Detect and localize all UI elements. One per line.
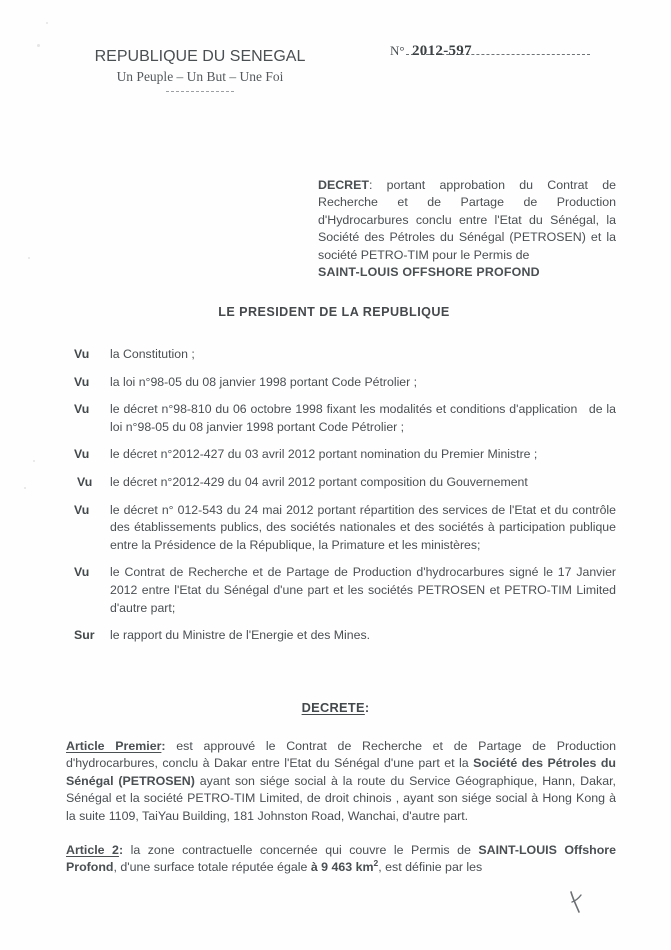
decree-label: DECRET [318,178,369,192]
article-bold-area: à 9 463 km [310,860,374,875]
consideration-key: Vu [74,374,90,389]
article-text-part2: ayant son siége social à la route du Service Géographique, Hann, Dakar, Sénégal et la société PETRO-TIM Limited, de droit chinois , ayant son siége social à Hong Kong à la suite 1109, TaiYau Building, 181 Johnston Road, Wanchai, d'autre part. [66,773,616,823]
consideration-key: Vu [77,474,93,489]
consideration-text: le rapport du Ministre de l'Energie et des Mines. [110,628,371,643]
consideration-row [66,474,616,492]
president-title-text: LE PRESIDENT DE LA REPUBLIQUE [218,305,450,319]
article-text-part1: la zone contractuelle concernée qui couvre le Permis de [123,843,479,858]
article-colon: : [161,739,166,753]
article-text-part1: est approuvé le Contrat de Recherche et de Partage de Production d'hydrocarbures, conclu à Dakar entre l'Etat du Sénégal d'une part et la [66,739,617,771]
considerations-list [66,346,620,655]
consideration-text: le décret n°2012-427 du 03 avril 2012 portant nomination du Premier Ministre ; [110,447,538,462]
decree-heading-block [318,177,616,281]
article-2 [66,842,616,877]
decrete-label: DECRETE [301,700,365,715]
articles-section [66,738,616,894]
scan-speck [46,22,48,24]
consideration-row [66,502,620,555]
article-text-part3: , est définie par les [378,860,483,875]
initial-glyph-icon [568,890,594,920]
consideration-key: Vu [74,347,90,361]
consideration-row [66,346,616,364]
consideration-text: la Constitution ; [110,347,195,361]
consideration-key: Sur [74,628,95,643]
president-title [0,305,671,319]
consideration-key: Vu [74,402,90,417]
national-motto: Un Peuple – Un But – Une Foi [116,69,284,84]
decree-heading-body: : portant approbation du Contrat de Recherche et de Partage de Production d'Hydrocarbures conclu entre l'Etat du Sénégal, la Société des Pétroles du Sénégal (PETROSEN) et la société PETRO-TIM pour le Permis de [318,178,616,262]
consideration-text: le Contrat de Recherche et de Partage de Production d'hydrocarbures signé le 17 Janvier 2012 entre l'Etat du Sénégal d'une part et les sociétés PETROSEN et PETRO-TIM Limited d'autre part; [110,565,620,615]
article-label: Article Premier [66,739,162,753]
decree-number-block [390,44,590,58]
masthead-dashed-rule [166,91,234,93]
consideration-key: Vu [74,447,90,462]
scan-speck [37,44,40,47]
consideration-text: la loi n°98-05 du 08 janvier 1998 portant Code Pétrolier ; [110,374,418,389]
decrete-heading [0,700,671,715]
consideration-row [66,374,616,392]
decrete-colon: : [364,700,370,715]
article-bold-permit: SAINT-LOUIS Offshore Profond [66,843,616,875]
consideration-row [66,564,620,617]
scan-speck [33,460,35,462]
decree-permit-name: SAINT-LOUIS OFFSHORE PROFOND [318,265,540,280]
article-bold-entity: Société des Pétroles du Sénégal (PETROSEN) [66,756,616,788]
article-colon: : [118,843,124,858]
consideration-text: le décret n° 012-543 du 24 mai 2012 portant répartition des services de l'Etat et du contrôle des établissements publics, des sociétés nationales et des sociétés à participation publique entre la Présidence de la République, la Primature et les ministères; [110,502,620,552]
article-premier [66,738,616,825]
consideration-row [66,627,616,645]
article-label: Article 2 [66,843,119,858]
consideration-text: le décret n°2012-429 du 04 avril 2012 portant composition du Gouvernement [110,474,528,489]
consideration-text: le décret n°98-810 du 06 octobre 1998 fixant les modalités et conditions d'application de la loi n°98-05 du 08 janvier 1998 portant Code Pétrolier ; [110,402,620,434]
consideration-row [66,446,616,464]
consideration-key: Vu [74,502,90,517]
scan-speck [24,487,26,489]
republic-title: REPUBLIQUE DU SENEGAL [94,48,306,65]
consideration-key: Vu [74,565,90,580]
decree-number-value: 2012-597 [412,43,472,59]
article-text-part2: , d'une surface totale réputée égale [113,860,311,875]
scan-speck [28,257,30,259]
decree-number-label: N° [390,43,405,58]
consideration-row [66,401,620,436]
handwritten-initial-mark [568,890,594,920]
masthead [66,48,334,93]
area-unit-superscript: 2 [373,858,379,869]
